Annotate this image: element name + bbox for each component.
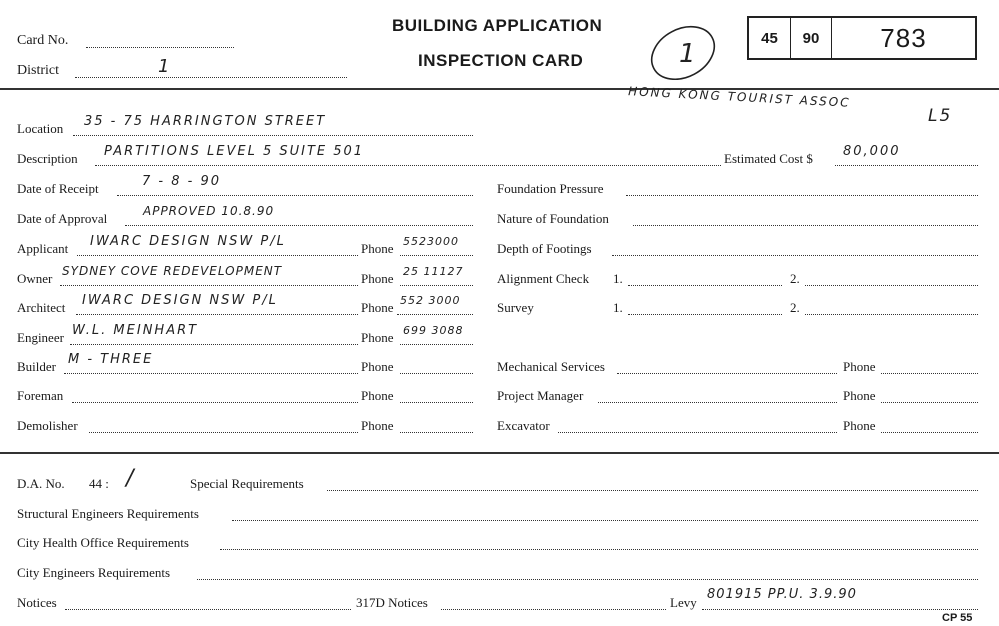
engineer-phone-label: Phone [361, 330, 394, 345]
survey-label: Survey [497, 300, 534, 315]
special-requirements-label: Special Requirements [190, 476, 304, 491]
mechanical-phone-field[interactable] [881, 373, 978, 374]
nature-foundation-label: Nature of Foundation [497, 211, 609, 226]
builder-label: Builder [17, 359, 56, 374]
applicant-value: IWARC DESIGN NSW P/L [90, 234, 286, 249]
builder-phone-field[interactable] [400, 373, 473, 374]
foundation-pressure-label: Foundation Pressure [497, 181, 604, 196]
description-value: PARTITIONS LEVEL 5 SUITE 501 [104, 144, 365, 159]
demolisher-phone-label: Phone [361, 418, 394, 433]
card-no-label: Card No. [17, 33, 69, 48]
notices-field[interactable] [65, 609, 351, 610]
demolisher-field[interactable] [89, 432, 358, 433]
structural-engineers-label: Structural Engineers Requirements [17, 506, 199, 521]
engineer-field[interactable] [70, 344, 358, 345]
foreman-field[interactable] [72, 402, 358, 403]
applicant-field[interactable] [77, 255, 358, 256]
foreman-phone-field[interactable] [400, 402, 473, 403]
description-field[interactable] [95, 165, 721, 166]
architect-phone-value: 552 3000 [400, 294, 461, 307]
estimated-cost-value: 80,000 [843, 144, 901, 159]
mechanical-phone-label: Phone [843, 359, 876, 374]
foundation-pressure-field[interactable] [626, 195, 978, 196]
owner-value: SYDNEY COVE REDEVELOPMENT [62, 264, 283, 278]
alignment-check-field-2[interactable] [805, 285, 978, 286]
card-no-field[interactable] [86, 47, 234, 48]
owner-phone-field[interactable] [400, 285, 473, 286]
alignment-check-field-1[interactable] [628, 285, 782, 286]
survey-num-2: 2. [790, 300, 800, 315]
city-health-field[interactable] [220, 549, 978, 550]
city-engineers-field[interactable] [197, 579, 978, 580]
applicant-phone-field[interactable] [400, 255, 473, 256]
ref-cell-a: 45 [749, 18, 791, 58]
demolisher-label: Demolisher [17, 418, 78, 433]
side-annotation: L5 [928, 106, 953, 126]
ref-cell-b: 90 [791, 18, 832, 58]
mechanical-services-field[interactable] [617, 373, 837, 374]
nature-foundation-field[interactable] [633, 225, 978, 226]
applicant-phone-value: 5523000 [403, 235, 459, 248]
excavator-label: Excavator [497, 418, 550, 433]
alignment-check-label: Alignment Check [497, 271, 590, 286]
ref-number: 783 [880, 22, 927, 53]
estimated-cost-field[interactable] [835, 165, 978, 166]
date-approval-label: Date of Approval [17, 211, 108, 226]
date-receipt-label: Date of Receipt [17, 181, 99, 196]
architect-label: Architect [17, 300, 66, 315]
date-approval-value: APPROVED 10.8.90 [143, 204, 275, 218]
engineer-phone-field[interactable] [400, 344, 473, 345]
levy-label: Levy [670, 595, 697, 610]
title-line-2: INSPECTION CARD [418, 51, 584, 70]
owner-phone-value: 25 11127 [403, 265, 464, 278]
owner-field[interactable] [60, 285, 358, 286]
structural-engineers-field[interactable] [232, 520, 978, 521]
da-no-value: 44 : [89, 476, 109, 491]
foreman-phone-label: Phone [361, 388, 394, 403]
circled-mark-text: 1 [679, 39, 696, 69]
excavator-phone-field[interactable] [881, 432, 978, 433]
levy-value: 801915 PP.U. 3.9.90 [707, 587, 857, 602]
alignment-check-num-2: 2. [790, 271, 800, 286]
survey-num-1: 1. [613, 300, 623, 315]
da-no-label: D.A. No. [17, 476, 65, 491]
location-field[interactable] [73, 135, 473, 136]
circled-mark [646, 24, 720, 80]
survey-field-1[interactable] [628, 314, 782, 315]
architect-phone-field[interactable] [397, 314, 473, 315]
location-value: 35 - 75 HARRINGTON STREET [84, 114, 327, 129]
mechanical-services-label: Mechanical Services [497, 359, 605, 374]
date-receipt-field[interactable] [117, 195, 473, 196]
section-divider [0, 452, 999, 454]
engineer-label: Engineer [17, 330, 64, 345]
location-label: Location [17, 121, 64, 136]
builder-phone-label: Phone [361, 359, 394, 374]
form-code: CP 55 [942, 612, 973, 624]
architect-phone-label: Phone [361, 300, 394, 315]
applicant-phone-label: Phone [361, 241, 394, 256]
project-manager-phone-field[interactable] [881, 402, 978, 403]
notices-317d-field[interactable] [441, 609, 666, 610]
architect-field[interactable] [76, 314, 358, 315]
date-receipt-value: 7 - 8 - 90 [142, 174, 221, 189]
district-label: District [17, 63, 59, 78]
district-value: 1 [158, 56, 172, 77]
builder-value: M - THREE [68, 352, 154, 367]
reference-box [747, 16, 977, 60]
project-manager-label: Project Manager [497, 388, 584, 403]
city-engineers-label: City Engineers Requirements [17, 565, 171, 580]
description-label: Description [17, 151, 78, 166]
district-field[interactable] [75, 77, 347, 78]
project-manager-phone-label: Phone [843, 388, 876, 403]
builder-field[interactable] [64, 373, 358, 374]
survey-field-2[interactable] [805, 314, 978, 315]
owner-label: Owner [17, 271, 53, 286]
special-requirements-field[interactable] [327, 490, 978, 491]
da-mark: / [126, 466, 136, 491]
applicant-label: Applicant [17, 241, 69, 256]
excavator-field[interactable] [558, 432, 837, 433]
engineer-value: W.L. MEINHART [72, 323, 199, 338]
engineer-phone-value: 699 3088 [403, 324, 464, 337]
estimated-cost-label: Estimated Cost $ [724, 151, 813, 166]
top-annotation: HONG KONG TOURIST ASSOC [627, 84, 851, 110]
architect-value: IWARC DESIGN NSW P/L [82, 293, 278, 308]
demolisher-phone-field[interactable] [400, 432, 473, 433]
header-divider [0, 88, 999, 90]
foreman-label: Foreman [17, 388, 64, 403]
title-line-1: BUILDING APPLICATION [392, 16, 603, 35]
notices-317d-label: 317D Notices [356, 595, 428, 610]
date-approval-field[interactable] [125, 225, 473, 226]
depth-footings-label: Depth of Footings [497, 241, 592, 256]
levy-field[interactable] [702, 609, 978, 610]
notices-label: Notices [17, 595, 57, 610]
owner-phone-label: Phone [361, 271, 394, 286]
depth-footings-field[interactable] [612, 255, 978, 256]
excavator-phone-label: Phone [843, 418, 876, 433]
city-health-label: City Health Office Requirements [17, 535, 189, 550]
alignment-check-num-1: 1. [613, 271, 623, 286]
project-manager-field[interactable] [598, 402, 837, 403]
